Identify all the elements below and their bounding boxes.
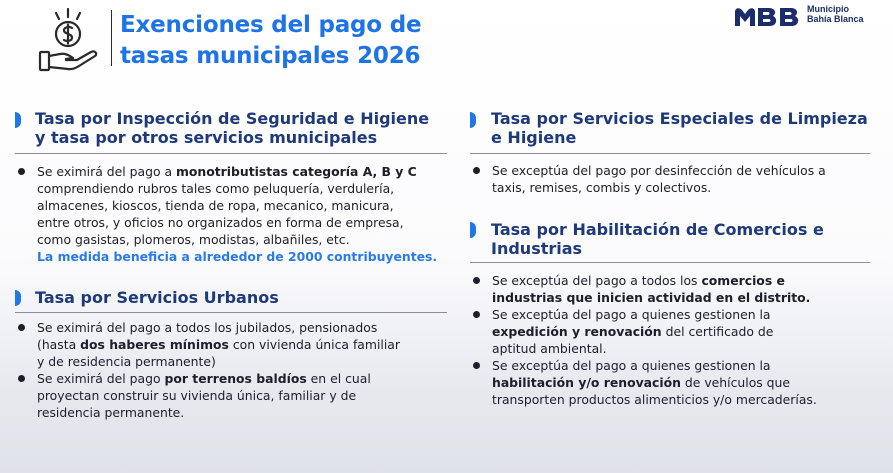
list-text: del certificado de [661,324,774,339]
section-marker [15,290,21,306]
section-list-habilitacion-comercios [470,272,890,408]
list-item [470,306,890,357]
list-text-bold: expedición y renovación [492,324,662,339]
section-divider [15,312,447,313]
list-item [15,370,455,421]
list-text-bold: industrias que inicien actividad en el distrito. [492,290,811,305]
list-text: proyectan construir su vivienda única, familiar y de [37,388,357,403]
list-text-bold: habilitación y/o renovación [492,375,681,390]
header-divider [111,10,112,66]
section-title-servicios-urbanos [35,288,435,307]
list-text: almacenes, kioscos, tienda de ropa, mecanico, manicura, [37,198,394,213]
section-title-line-2: Industrias [491,239,583,258]
section-divider [470,262,870,263]
section-title-line-2: y tasa por otros servicios municipales [35,128,378,147]
list-text: Se exceptúa del pago a quienes gestionen la [492,358,771,373]
list-text: Se exceptúa del pago por desinfección de vehículos a [492,163,826,178]
section-list-seguridad-higiene [15,163,455,248]
page-title [120,10,480,72]
section-title-line-1: Tasa por Servicios Urbanos [35,288,279,307]
list-item [15,319,455,370]
list-item [470,357,890,408]
list-text: Se exceptúa del pago a todos los [492,273,702,288]
list-text-bold: monotributistas categoría A, B y C [176,164,417,179]
beneficiaries-highlight: La medida beneficia a alrededor de 2000 contribuyentes. [37,249,438,264]
page-title-line-2: tasas municipales 2026 [120,43,421,69]
section-divider [470,153,870,154]
section-marker [470,222,476,238]
section-list-servicios-urbanos [15,319,455,421]
list-text: transporten productos alimenticios y/o mercaderías. [492,392,817,407]
section-list-limpieza-higiene [470,162,890,196]
list-text: Se eximirá del pago a todos los jubilados, pensionados [37,320,378,335]
list-text-bold: por terrenos baldíos [164,371,307,386]
section-divider [15,153,447,154]
section-title-seguridad-higiene [35,109,455,147]
list-text: como gasistas, plomeros, modistas, albañiles, etc. [37,232,350,247]
list-item [470,162,890,196]
list-text: en el cual [306,371,371,386]
list-text: Se eximirá del pago a [37,164,176,179]
list-text: Se eximirá del pago [37,371,165,386]
list-item [15,163,455,248]
list-text: aptitud ambiental. [492,341,607,356]
list-text: comprendiendo rubros tales como peluquería, verdulería, [37,181,395,196]
list-item [470,272,890,306]
list-text-bold: dos haberes mínimos [80,337,229,352]
logo-text [807,4,887,24]
section-title-habilitacion-comercios [491,220,891,258]
section-title-line-1: Tasa por Servicios Especiales de Limpieza [491,109,868,128]
list-text-bold: comercios e [701,273,785,288]
list-text: (hasta [37,337,81,352]
section-marker [470,112,476,128]
section-title-limpieza-higiene [491,109,891,147]
list-text: y de residencia permanente) [37,354,216,369]
section-marker [15,112,21,128]
section-title-line-1: Tasa por Inspección de Seguridad e Higiene [35,109,430,128]
list-text: Se exceptúa del pago a quienes gestionen la [492,307,771,322]
section-title-line-1: Tasa por Habilitación de Comercios e [491,220,824,239]
list-text: entre otros, y oficios no organizados en forma de empresa, [37,215,404,230]
list-text: de vehículos que [680,375,791,390]
section-title-line-2: e Higiene [491,128,577,147]
hand-holding-dollar-coin-icon [32,6,104,76]
page-title-line-1: Exenciones del pago de [120,12,422,38]
logo-text-line-1: Municipio [807,4,849,14]
list-text: residencia permanente. [37,405,185,420]
list-text: taxis, remises, combis y colectivos. [492,180,712,195]
logo-text-line-2: Bahía Blanca [807,14,864,24]
list-text: con vivienda única familiar [228,337,400,352]
